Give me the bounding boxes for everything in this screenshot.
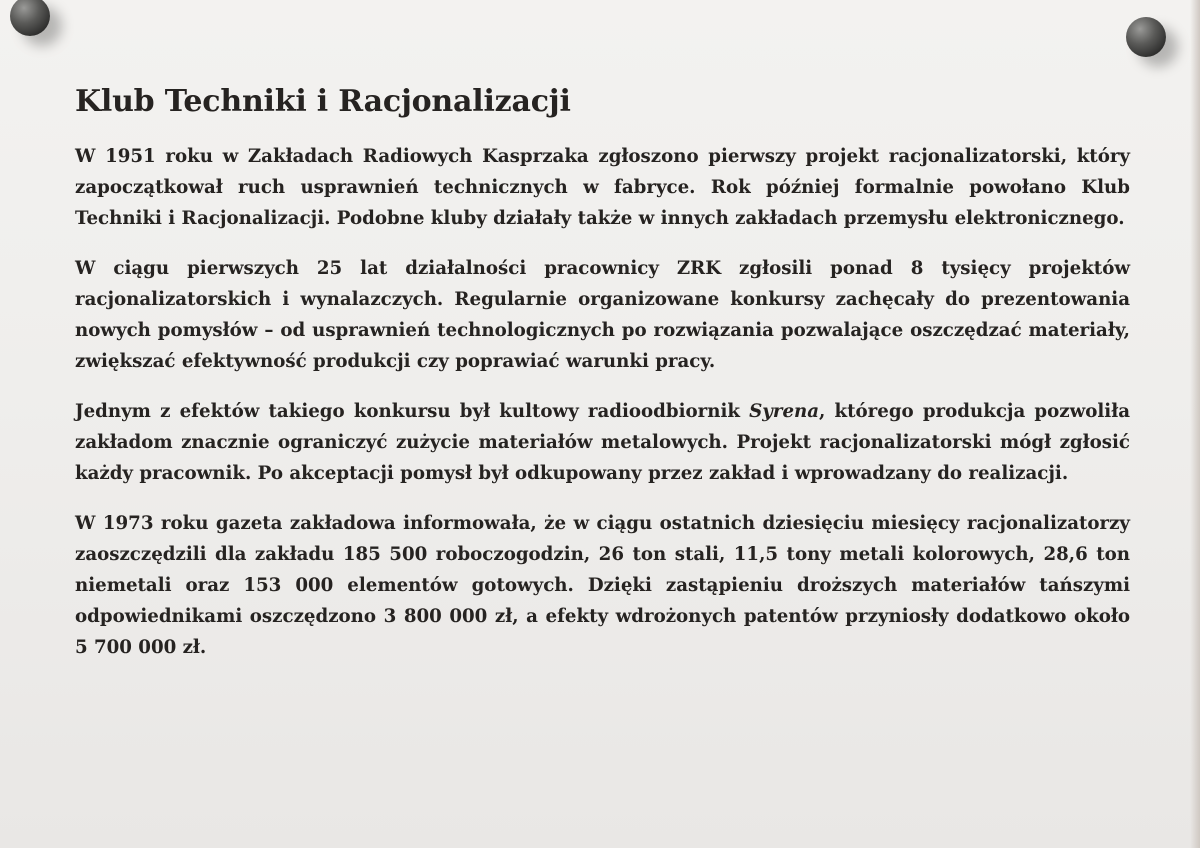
paragraph-4: W 1973 roku gazeta zakładowa informowała, że w ciągu ostatnich dziesięciu miesięcy racjonalizatorzy zaoszczędzili dla zakładu 185 500 roboczogodzin, 26 ton stali, 11,5 tony metali kolorowych, 28,6 ton niemetali oraz 153 000 elementów gotowych. Dzięki zastąpieniu droższych materiałów tańszymi odpowiednikami oszczędzono 3 800 000 zł, a efekty wdrożonych patentów przyniosły dodatkowo około 5 700 000 zł. xyxy=(75,513,1130,658)
pushpin-icon xyxy=(1126,17,1166,57)
paragraph-3-text-after: , którego produkcja pozwoliła zakładom znacznie ograniczyć zużycie materiałów metalowych. Projekt racjonalizatorski mógł zgłosić każdy pracownik. Po akceptacji pomysł był odkupowany przez zakład i wprowadzany do realizacji. xyxy=(75,401,1130,484)
paragraph-3-text-before: Jednym z efektów takiego konkursu był kultowy radioodbiornik xyxy=(75,401,750,422)
page-title: Klub Techniki i Racjonalizacji xyxy=(75,84,571,119)
paragraph-3-italic-name: Syrena xyxy=(749,401,820,422)
paragraph-3 xyxy=(75,396,1130,489)
pushpin-icon xyxy=(10,0,50,36)
document-body xyxy=(75,82,1130,682)
paragraph-1: W 1951 roku w Zakładach Radiowych Kasprzaka zgłoszono pierwszy projekt racjonalizatorski, który zapoczątkował ruch usprawnień technicznych w fabryce. Rok później formalnie powołano Klub Techniki i Racjonalizacji. Podobne kluby działały także w innych zakładach przemysłu elektronicznego. xyxy=(75,146,1130,229)
wall-edge xyxy=(1190,0,1200,848)
paragraph-2: W ciągu pierwszych 25 lat działalności pracownicy ZRK zgłosili ponad 8 tysięcy projektów racjonalizatorskich i wynalazczych. Regularnie organizowane konkursy zachęcały do prezentowania nowych pomysłów – od usprawnień technologicznych po rozwiązania pozwalające oszczędzać materiały, zwiększać efektywność produkcji czy poprawiać warunki pracy. xyxy=(75,258,1130,372)
